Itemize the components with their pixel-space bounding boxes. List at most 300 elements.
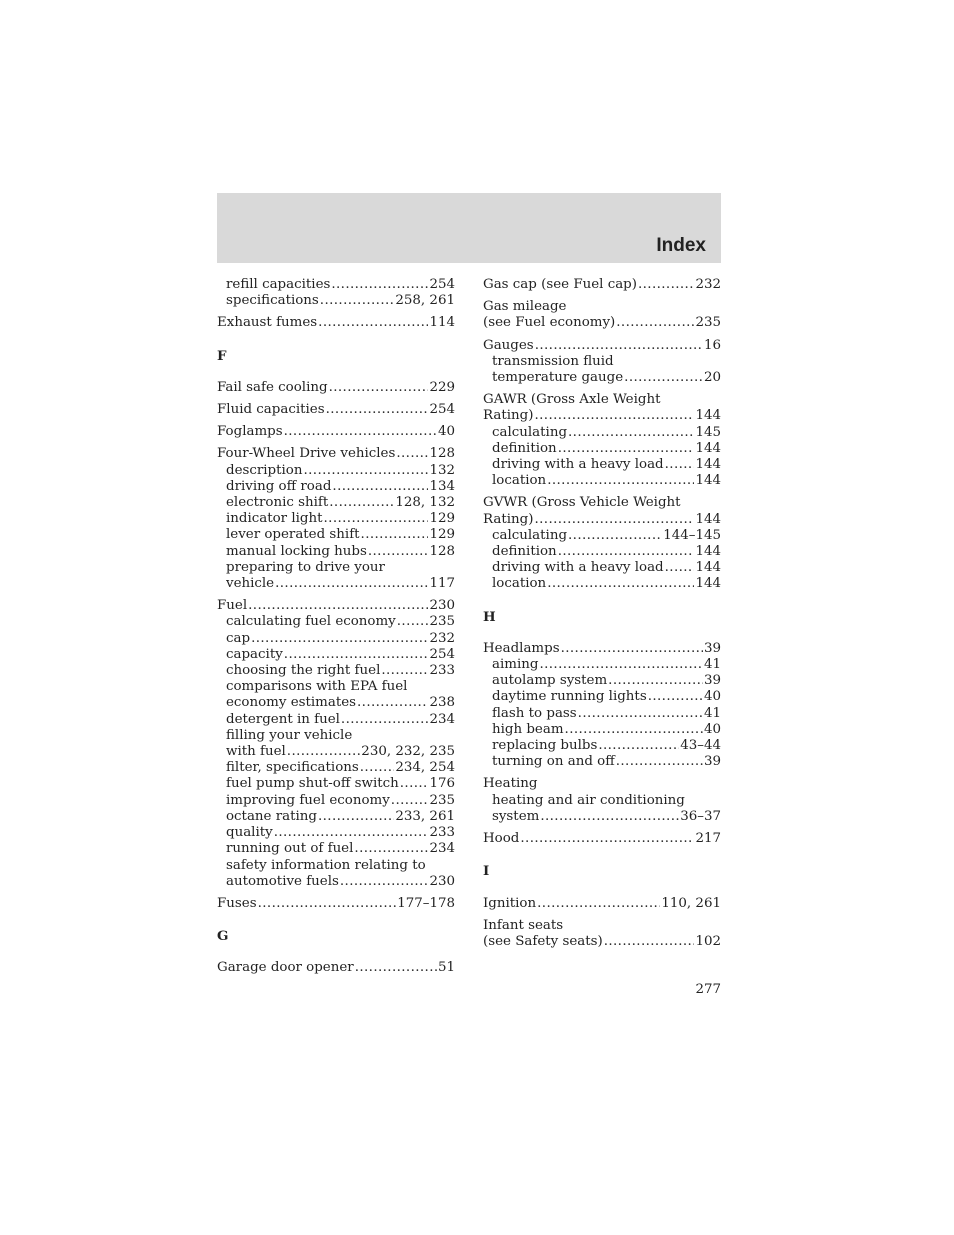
leader-dots [287, 744, 361, 760]
entry-row [217, 402, 455, 418]
entry-row [217, 380, 455, 396]
entry-page-ref: 238 [429, 695, 455, 711]
entry-page-ref: 128 [429, 446, 455, 462]
index-subentry [217, 495, 455, 511]
leader-dots [604, 934, 695, 950]
entry-page-ref: 232 [695, 277, 721, 292]
entry-page-ref: 254 [429, 402, 455, 418]
index-entry [483, 338, 721, 354]
entry-page-ref: 235 [695, 315, 721, 331]
index-subentry [217, 463, 455, 479]
index-subentry [483, 576, 721, 592]
entry-row [492, 738, 721, 754]
entry-row [492, 673, 721, 689]
entry-label: temperature gauge [492, 370, 624, 386]
leader-dots [354, 841, 428, 857]
entry-page-ref: 20 [703, 370, 721, 386]
entry-page-ref: 258, 261 [395, 293, 455, 309]
leader-dots [638, 277, 694, 293]
entry-row [226, 809, 455, 825]
entry-text-line: safety information relating to [226, 857, 426, 873]
entry-row [226, 793, 455, 809]
entry-page-ref: 144 [695, 408, 721, 424]
entry-row [226, 544, 455, 560]
entry-page-ref: 234 [429, 841, 455, 857]
entry-page-ref: 16 [703, 337, 721, 353]
entry-row [492, 560, 721, 576]
index-subentry [483, 738, 721, 754]
index-subentry [217, 560, 455, 592]
index-subentry [217, 793, 455, 809]
entry-page-ref: 235 [429, 792, 455, 808]
leader-dots [400, 776, 429, 792]
leader-dots [360, 760, 395, 776]
leader-dots [397, 614, 429, 630]
entry-row [483, 338, 721, 354]
leader-dots [598, 738, 679, 754]
index-subentry [483, 793, 721, 825]
index-subentry [217, 614, 455, 630]
entry-label: octane rating [226, 808, 317, 824]
entry-page-ref: 40 [437, 424, 455, 440]
entry-row [217, 315, 455, 331]
leader-dots [565, 722, 703, 738]
leader-dots [329, 495, 394, 511]
entry-label: definition [492, 544, 557, 560]
index-subentry [217, 527, 455, 543]
entry-label: Headlamps [483, 640, 560, 656]
leader-dots [539, 657, 703, 673]
leader-dots [332, 479, 428, 495]
entry-page-ref: 128, 132 [395, 495, 455, 511]
entry-page-ref: 144 [695, 473, 721, 489]
entry-label: with fuel [226, 744, 286, 760]
entry-page-ref: 144 [695, 457, 721, 473]
entry-row [226, 760, 455, 776]
leader-dots [396, 446, 428, 462]
index-entry [217, 380, 455, 396]
index-subentry [483, 657, 721, 673]
entry-label: filter, specifications [226, 760, 359, 776]
leader-dots [534, 408, 694, 424]
entry-page-ref: 229 [429, 379, 455, 395]
leader-dots [616, 315, 694, 331]
entry-label: calculating fuel economy [226, 614, 396, 630]
entry-page-ref: 40 [703, 721, 721, 737]
entry-label: Fluid capacities [217, 402, 325, 418]
entry-label: Foglamps [217, 424, 283, 440]
entry-page-ref: 144 [695, 511, 721, 527]
entry-label: Exhaust fumes [217, 315, 318, 331]
index-column-right [483, 277, 721, 950]
entry-text-line: Infant seats [483, 917, 564, 933]
header-band [217, 193, 721, 263]
entry-label: (see Safety seats) [483, 933, 603, 949]
leader-dots [561, 641, 703, 657]
entry-page-ref: 230, 232, 235 [361, 744, 455, 760]
entry-row [492, 754, 721, 770]
leader-dots [558, 544, 695, 560]
entry-page-ref: 234, 254 [395, 760, 455, 776]
entry-page-ref: 41 [703, 705, 721, 721]
entry-row [226, 576, 455, 592]
entry-row [226, 776, 455, 792]
entry-row [217, 896, 455, 912]
entry-page-ref: 234 [429, 711, 455, 727]
index-subentry [217, 776, 455, 792]
entry-row [226, 874, 455, 890]
entry-page-ref: 144 [695, 544, 721, 560]
entry-page-ref: 129 [429, 527, 455, 543]
index-entry [217, 446, 455, 462]
leader-dots [258, 896, 397, 912]
leader-dots [326, 402, 429, 418]
index-entry [217, 896, 455, 912]
entry-row [226, 744, 455, 760]
entry-row [492, 722, 721, 738]
entry-label: driving with a heavy load [492, 457, 664, 473]
index-subentry [483, 473, 721, 489]
leader-dots [318, 315, 428, 331]
index-subentry [217, 479, 455, 495]
entry-label: driving off road [226, 478, 332, 494]
entry-page-ref: 128 [429, 543, 455, 559]
entry-row [226, 631, 455, 647]
index-subentry [217, 277, 455, 293]
entry-label: automotive fuels [226, 873, 339, 889]
index-entry [217, 960, 455, 976]
entry-page-ref: 114 [429, 315, 455, 331]
entry-label: replacing bulbs [492, 738, 598, 754]
section-letter: H [483, 608, 496, 625]
entry-row [226, 511, 455, 527]
entry-row [226, 647, 455, 663]
entry-page-ref: 233, 261 [395, 808, 455, 824]
entry-row [217, 446, 455, 462]
leader-dots [303, 463, 428, 479]
leader-dots [547, 473, 694, 489]
entry-row [226, 277, 455, 293]
section-letter: I [483, 863, 490, 880]
entry-row [483, 315, 721, 331]
entry-label: turning on and off [492, 754, 615, 770]
entry-label: Garage door opener [217, 960, 354, 976]
index-subentry [483, 689, 721, 705]
entry-label: improving fuel economy [226, 792, 390, 808]
entry-page-ref: 254 [429, 646, 455, 662]
entry-row [492, 657, 721, 673]
entry-row [492, 425, 721, 441]
leader-dots [274, 825, 429, 841]
leader-dots [648, 689, 703, 705]
entry-label: quality [226, 825, 273, 841]
entry-page-ref: 230 [429, 873, 455, 889]
leader-dots [284, 647, 429, 663]
index-subentry [217, 841, 455, 857]
entry-row [226, 841, 455, 857]
index-entry [217, 315, 455, 331]
entry-label: refill capacities [226, 277, 331, 292]
index-entry [483, 641, 721, 657]
leader-dots [275, 576, 428, 592]
entry-label: Ignition [483, 895, 537, 911]
entry-row [226, 695, 455, 711]
entry-label: economy estimates [226, 695, 357, 711]
entry-label: fuel pump shut-off switch [226, 776, 399, 792]
page-title: Index [656, 235, 706, 256]
entry-row [226, 495, 455, 511]
entry-row [492, 706, 721, 722]
index-subentry [217, 679, 455, 711]
index-entry [217, 402, 455, 418]
entry-row [492, 576, 721, 592]
entry-row [483, 408, 721, 424]
index-subentry [217, 511, 455, 527]
leader-dots [608, 673, 703, 689]
entry-page-ref: 117 [429, 576, 455, 592]
entry-page-ref: 144 [695, 576, 721, 592]
entry-page-ref: 177–178 [397, 895, 455, 911]
entry-row [483, 277, 721, 293]
entry-row [492, 370, 721, 386]
index-subentry [483, 754, 721, 770]
entry-page-ref: 39 [703, 673, 721, 689]
index-subentry [483, 706, 721, 722]
leader-dots [355, 960, 437, 976]
entry-page-ref: 217 [695, 831, 721, 847]
index-subentry [483, 673, 721, 689]
index-entry [483, 277, 721, 293]
entry-label: system [492, 808, 540, 824]
leader-dots [665, 457, 695, 473]
entry-row [483, 934, 721, 950]
index-entry [483, 896, 721, 912]
entry-text-line: GAWR (Gross Axle Weight [483, 392, 661, 408]
leader-dots [391, 793, 429, 809]
entry-label: aiming [492, 657, 539, 673]
entry-heading: Heating [483, 776, 538, 792]
index-subentry [483, 354, 721, 386]
entry-label: Fuel [217, 598, 248, 614]
index-column-left [217, 277, 455, 977]
entry-row [483, 831, 721, 847]
entry-label: running out of fuel [226, 841, 354, 857]
entry-page-ref: 176 [429, 776, 455, 792]
entry-page-ref: 134 [429, 478, 455, 494]
entry-page-ref: 144 [695, 560, 721, 576]
entry-page-ref: 233 [429, 825, 455, 841]
entry-page-ref: 41 [703, 657, 721, 673]
leader-dots [665, 560, 695, 576]
entry-text-line: heating and air conditioning [492, 792, 685, 808]
leader-dots [535, 338, 703, 354]
entry-label: calculating [492, 527, 568, 543]
index-subentry [217, 631, 455, 647]
entry-label: choosing the right fuel [226, 663, 381, 679]
entry-page-ref: 145 [695, 424, 721, 440]
index-entry [217, 424, 455, 440]
entry-label: Hood [483, 831, 520, 847]
entry-label: Rating) [483, 408, 534, 424]
index-subentry [217, 544, 455, 560]
entry-page-ref: 144 [695, 440, 721, 456]
leader-dots [248, 598, 428, 614]
leader-dots [547, 576, 694, 592]
entry-page-ref: 39 [703, 640, 721, 656]
entry-label: Gauges [483, 337, 534, 353]
entry-label: manual locking hubs [226, 543, 367, 559]
page-number: 277 [695, 982, 721, 997]
entry-row [226, 527, 455, 543]
entry-label: Fail safe cooling [217, 379, 328, 395]
entry-row [226, 479, 455, 495]
entry-row [217, 598, 455, 614]
index-subentry [217, 663, 455, 679]
entry-label: location [492, 576, 547, 592]
index-subentry [217, 809, 455, 825]
entry-label: Rating) [483, 511, 534, 527]
entry-label: specifications [226, 293, 319, 309]
leader-dots [340, 874, 429, 890]
entry-page-ref: 40 [703, 689, 721, 705]
index-subentry [483, 441, 721, 457]
index-subentry [483, 425, 721, 441]
entry-page-ref: 132 [429, 462, 455, 478]
leader-dots [284, 424, 437, 440]
entry-page-ref: 254 [429, 277, 455, 292]
index-entry [483, 776, 721, 792]
leader-dots [357, 695, 428, 711]
entry-label: cap [226, 630, 251, 646]
leader-dots [537, 896, 660, 912]
entry-page-ref: 110, 261 [661, 895, 721, 911]
index-entry [483, 918, 721, 950]
entry-text-line: filling your vehicle [226, 727, 353, 743]
index-subentry [483, 560, 721, 576]
entry-row [226, 825, 455, 841]
entry-page-ref: 36–37 [680, 808, 721, 824]
leader-dots [331, 277, 428, 293]
entry-page-ref: 102 [695, 933, 721, 949]
entry-page-ref: 129 [429, 511, 455, 527]
entry-row [492, 528, 721, 544]
entry-text-line: Gas mileage [483, 299, 567, 315]
entry-page-ref: 51 [437, 960, 455, 976]
leader-dots [329, 380, 429, 396]
entry-row [217, 960, 455, 976]
index-subentry [217, 760, 455, 776]
entry-label: lever operated shift [226, 527, 360, 543]
entry-label: calculating [492, 424, 568, 440]
entry-label: Fuses [217, 895, 257, 911]
entry-page-ref: 232 [429, 630, 455, 646]
entry-row [492, 544, 721, 560]
entry-page-ref: 230 [429, 598, 455, 614]
leader-dots [251, 631, 428, 647]
entry-row [226, 463, 455, 479]
entry-label: vehicle [226, 576, 275, 592]
entry-label: high beam [492, 721, 564, 737]
entry-row [226, 663, 455, 679]
leader-dots [558, 441, 695, 457]
entry-label: indicator light [226, 511, 323, 527]
entry-label: description [226, 462, 303, 478]
entry-label: Gas cap (see Fuel cap) [483, 277, 637, 292]
leader-dots [324, 511, 429, 527]
entry-label: daytime running lights [492, 689, 647, 705]
entry-page-ref: 43–44 [680, 738, 721, 754]
index-subentry [217, 647, 455, 663]
entry-label: flash to pass [492, 705, 577, 721]
entry-row [492, 457, 721, 473]
entry-label: (see Fuel economy) [483, 315, 616, 331]
entry-label: definition [492, 440, 557, 456]
entry-page-ref: 39 [703, 754, 721, 770]
entry-page-ref: 235 [429, 614, 455, 630]
entry-page-ref: 144–145 [663, 527, 721, 543]
section-letter: F [217, 347, 227, 364]
entry-row [217, 424, 455, 440]
entry-label: autolamp system [492, 673, 608, 689]
entry-row [483, 512, 721, 528]
entry-text-line: preparing to drive your [226, 559, 385, 575]
section-letter: G [217, 928, 229, 945]
index-subentry [217, 728, 455, 760]
entry-row [483, 641, 721, 657]
leader-dots [318, 809, 394, 825]
entry-text-line: GVWR (Gross Vehicle Weight [483, 495, 681, 511]
leader-dots [381, 663, 428, 679]
leader-dots [568, 528, 662, 544]
entry-label: detergent in fuel [226, 711, 340, 727]
index-entry [483, 495, 721, 527]
entry-row [483, 896, 721, 912]
leader-dots [540, 809, 679, 825]
index-subentry [483, 722, 721, 738]
index-subentry [483, 528, 721, 544]
leader-dots [368, 544, 429, 560]
index-entry [217, 598, 455, 614]
entry-label: Four-Wheel Drive vehicles [217, 446, 396, 462]
entry-row [492, 473, 721, 489]
entry-row [226, 712, 455, 728]
leader-dots [578, 706, 703, 722]
entry-row [492, 809, 721, 825]
entry-text-line: transmission fluid [492, 353, 614, 369]
index-subentry [217, 825, 455, 841]
leader-dots [320, 293, 395, 309]
leader-dots [624, 370, 703, 386]
entry-label: location [492, 473, 547, 489]
entry-text-line: comparisons with EPA fuel [226, 679, 408, 695]
index-entry [483, 299, 721, 331]
index-subentry [217, 712, 455, 728]
entry-label: capacity [226, 646, 283, 662]
index-subentry [217, 858, 455, 890]
leader-dots [568, 425, 694, 441]
entry-row [226, 293, 455, 309]
index-subentry [483, 457, 721, 473]
index-subentry [483, 544, 721, 560]
leader-dots [616, 754, 703, 770]
entry-row [492, 441, 721, 457]
leader-dots [361, 527, 429, 543]
entry-row [492, 689, 721, 705]
index-entry [483, 392, 721, 424]
index-entry [483, 831, 721, 847]
entry-label: driving with a heavy load [492, 560, 664, 576]
leader-dots [341, 712, 429, 728]
